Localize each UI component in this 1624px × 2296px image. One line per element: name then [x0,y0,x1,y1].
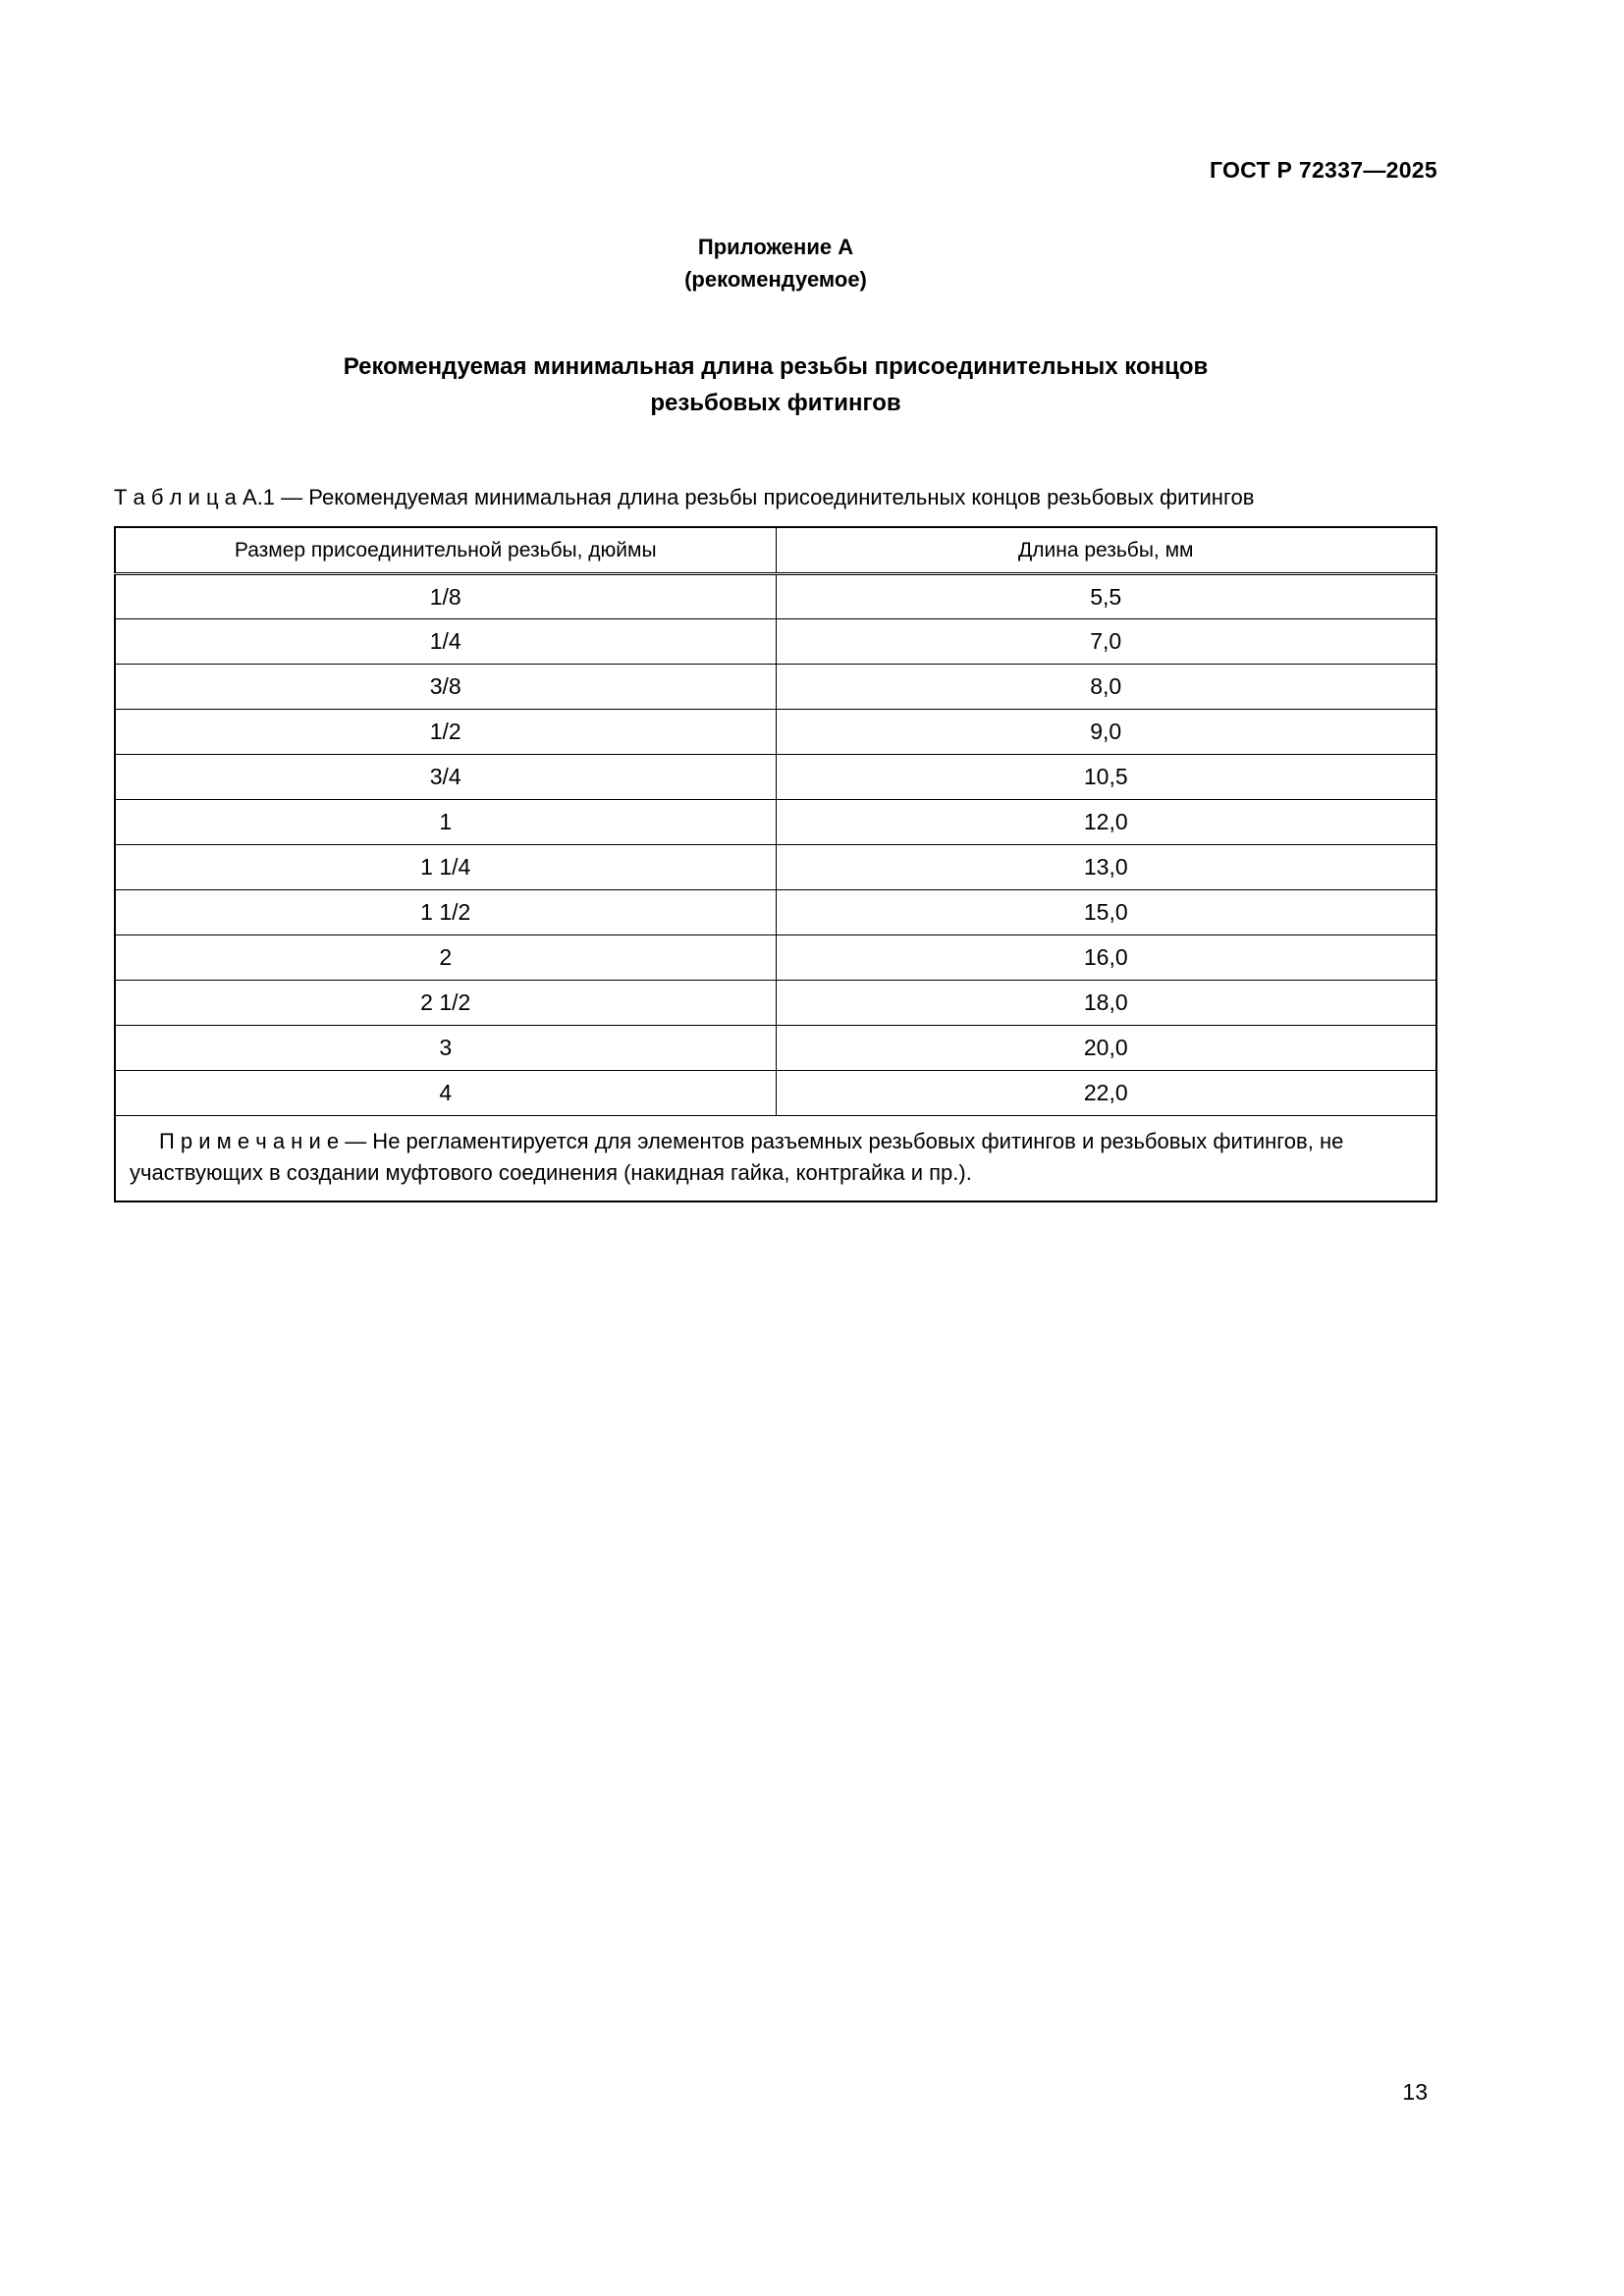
table-cell: 2 1/2 [115,981,776,1026]
table-cell: 1 1/4 [115,845,776,890]
table-cell: 12,0 [776,800,1436,845]
table-cell: 2 [115,935,776,981]
table-row [115,619,1436,665]
table-cell: 8,0 [776,665,1436,710]
table-row [115,1071,1436,1116]
column-header-thread-size: Размер присоединительной резьбы, дюймы [115,527,776,574]
table-note-row [115,1116,1436,1201]
table-row [115,755,1436,800]
table-row [115,981,1436,1026]
table-cell: 3/4 [115,755,776,800]
section-heading-line2: резьбовых фитингов [650,390,901,417]
table-cell: 15,0 [776,890,1436,935]
table-note-cell [115,1116,1436,1201]
table-row [115,800,1436,845]
appendix-title-line1: Приложение А [697,235,854,259]
table-caption: Т а б л и ц а А.1 — Рекомендуемая минимальная длина резьбы присоединительных концов резьбовых фитингов [114,485,1255,510]
table-row [115,935,1436,981]
table-cell: 1/8 [115,574,776,619]
table-header-row [115,527,1436,574]
table-cell: 7,0 [776,619,1436,665]
table-row [115,890,1436,935]
table-cell: 22,0 [776,1071,1436,1116]
table-row [115,845,1436,890]
table-foot [115,1116,1436,1201]
table-note-text: П р и м е ч а н и е — Не регламентируется для элементов разъемных резьбовых фитингов и резьбовых фитингов, не участвующих в создании муфтового соединения (накидная гайка, контргайка и пр.). [130,1129,1344,1186]
table-cell: 3 [115,1026,776,1071]
table-cell: 10,5 [776,755,1436,800]
table-row [115,1026,1436,1071]
thread-length-table [114,526,1437,1202]
column-header-thread-length: Длина резьбы, мм [776,527,1436,574]
appendix-title [114,231,1437,295]
table-row [115,665,1436,710]
table-cell: 1 [115,800,776,845]
table-cell: 20,0 [776,1026,1436,1071]
appendix-title-line2: (рекомендуемое) [684,267,867,292]
content-column [114,0,1437,1202]
table-cell: 1 1/2 [115,890,776,935]
table-cell: 5,5 [776,574,1436,619]
section-heading [114,348,1437,421]
table-row [115,710,1436,755]
table-row [115,574,1436,619]
table-cell: 1/2 [115,710,776,755]
table-cell: 1/4 [115,619,776,665]
table-cell: 4 [115,1071,776,1116]
table-head [115,527,1436,574]
table-cell: 3/8 [115,665,776,710]
table-cell: 18,0 [776,981,1436,1026]
section-heading-line1: Рекомендуемая минимальная длина резьбы присоединительных концов [343,353,1209,380]
table-cell: 13,0 [776,845,1436,890]
table-body [115,574,1436,1116]
page-number: 13 [1402,2079,1428,2105]
table-cell: 16,0 [776,935,1436,981]
document-header: ГОСТ Р 72337—2025 [1209,157,1437,183]
table-cell: 9,0 [776,710,1436,755]
